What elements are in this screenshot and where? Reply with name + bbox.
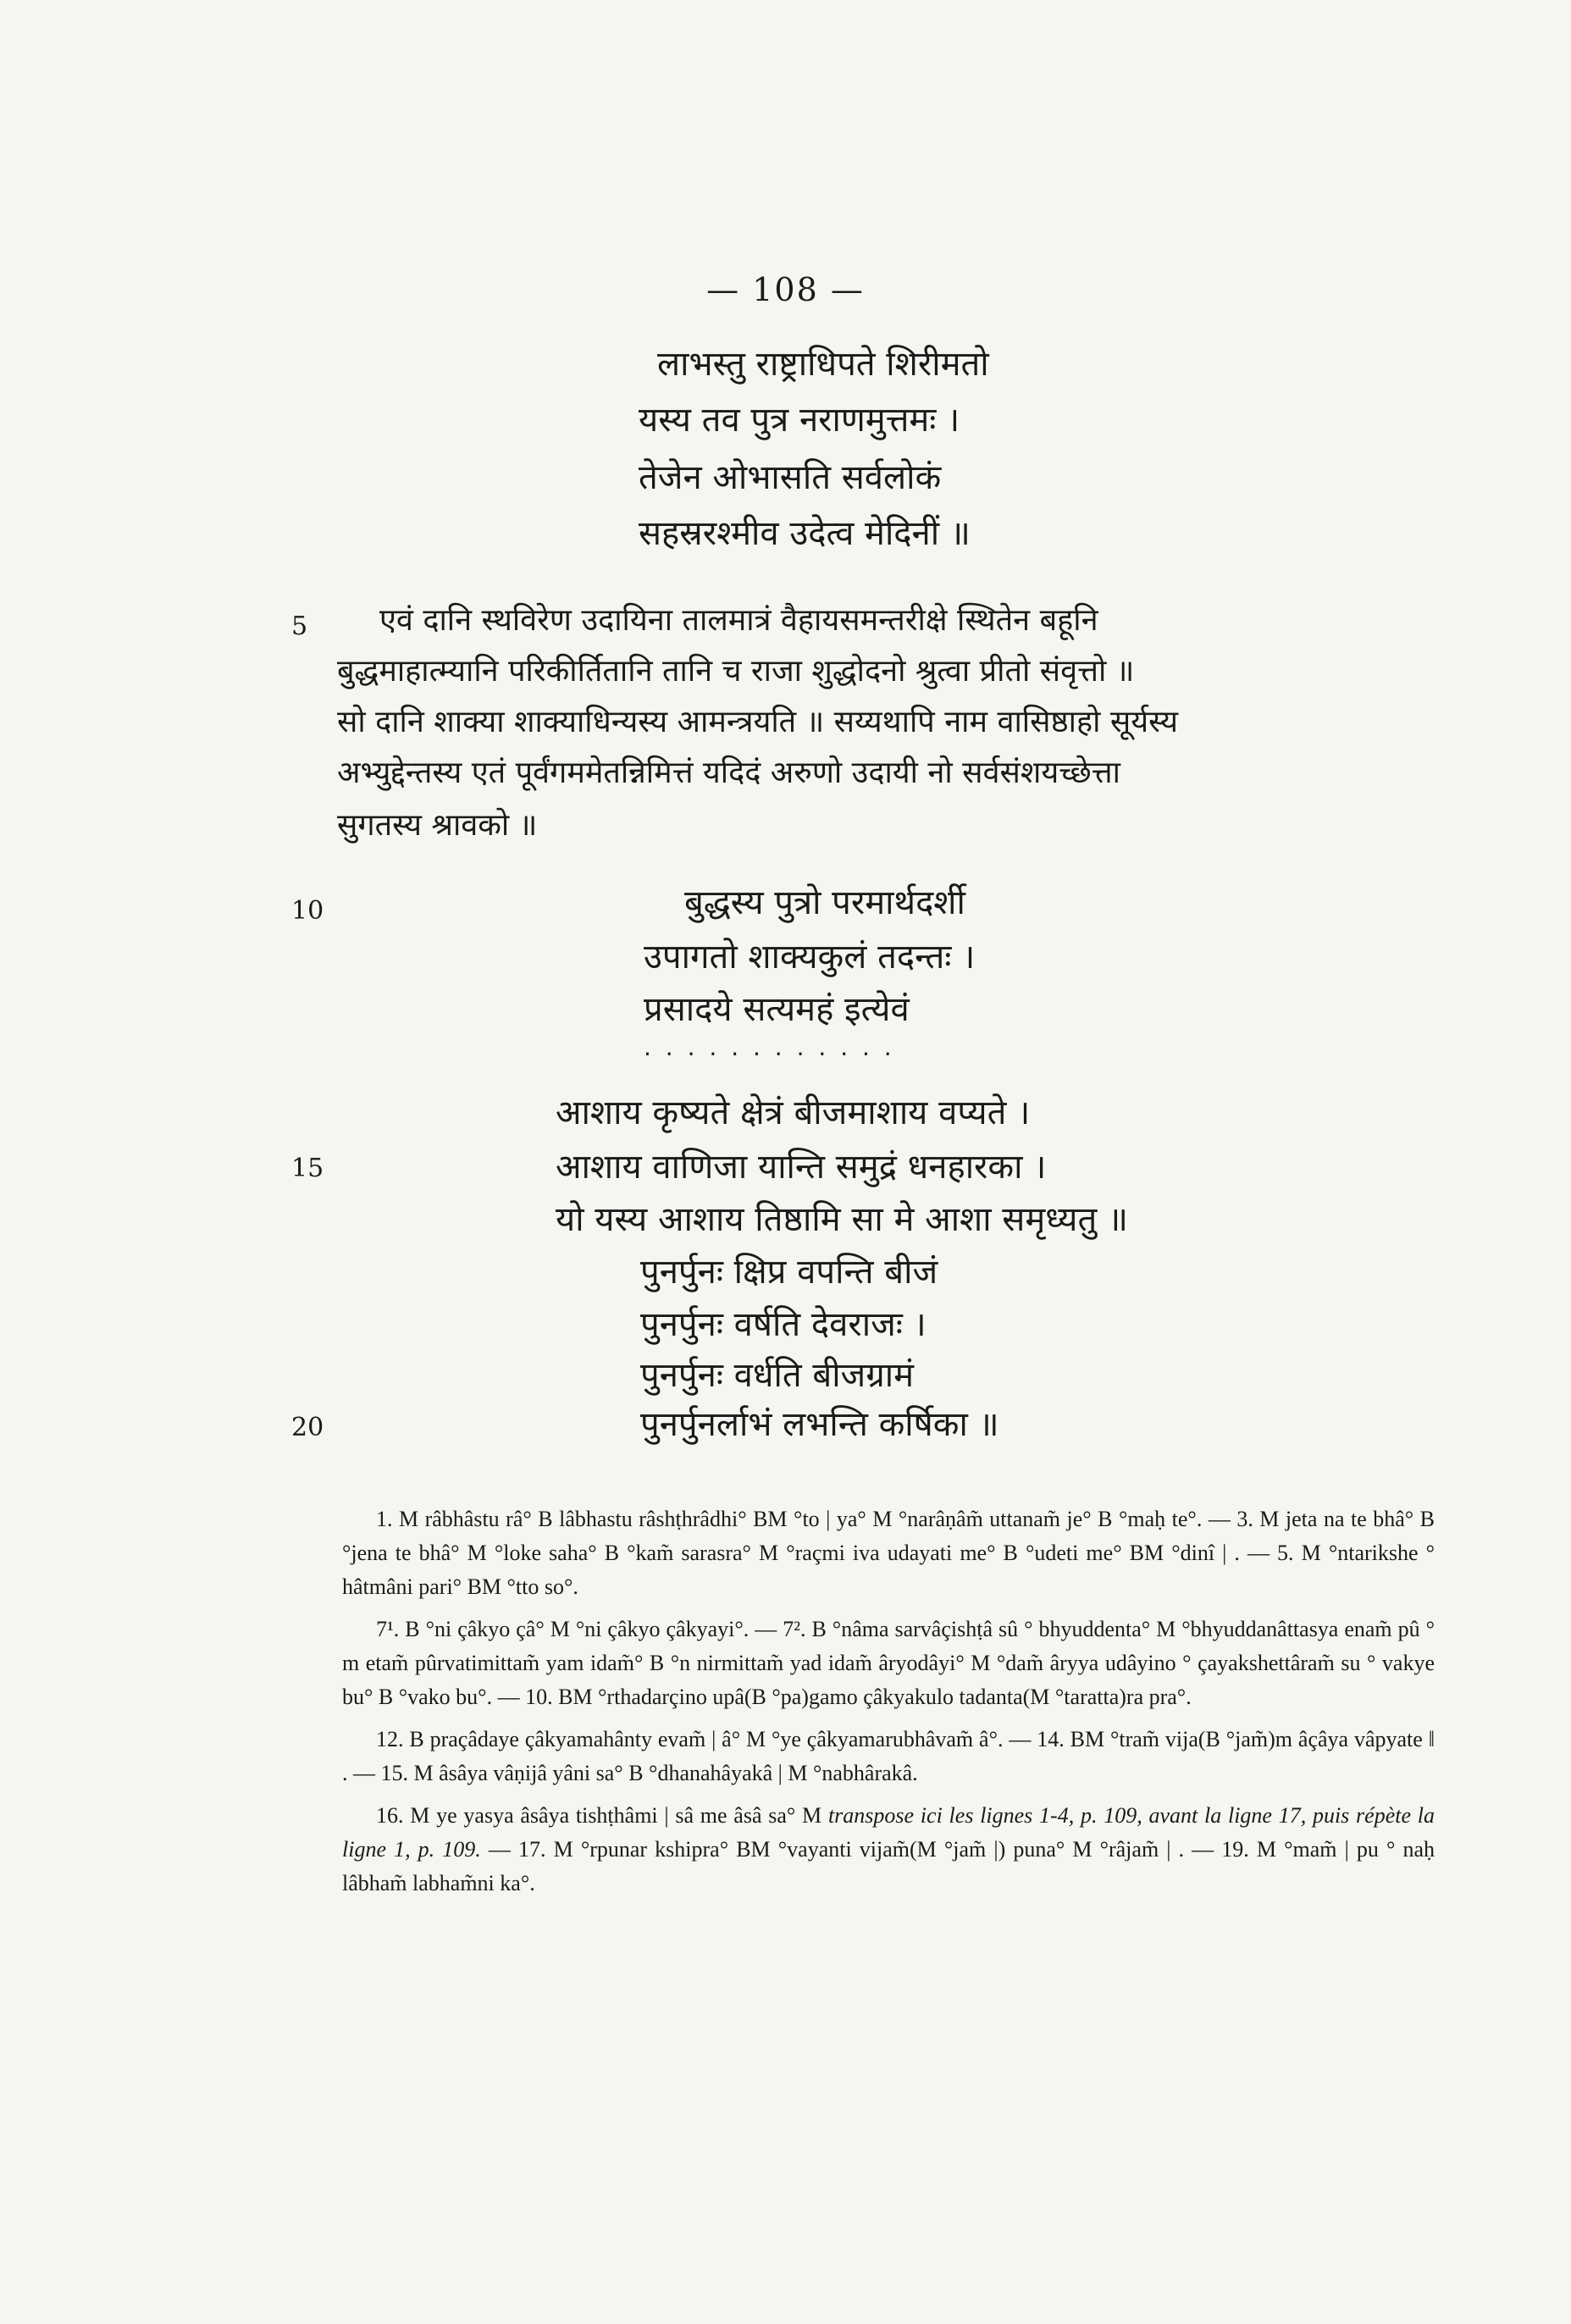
verse-line: पुनर्पुनर्लाभं लभन्ति कर्षिका ॥ bbox=[640, 1405, 999, 1444]
verse-line: पुनर्पुनः क्षिप्र वपन्ति बीजं bbox=[640, 1253, 938, 1292]
footnote bbox=[342, 1799, 1435, 1901]
prose-line: अभ्युद्देन्तस्य एतं पूर्वंगममेतन्निमित्तं यदिदं अरुणो उदायी नो सर्वसंशयच्छेत्ता bbox=[337, 755, 1120, 790]
verse-line: आशाय कृष्यते क्षेत्रं बीजमाशाय वप्यते । bbox=[556, 1093, 1031, 1132]
footnote-text: 16. M ye yasya âsâya tishṭhâmi | sâ me âsâ sa° M bbox=[376, 1803, 822, 1828]
prose-line: सुगतस्य श्रावको ॥ bbox=[337, 808, 538, 843]
verse-line: पुनर्पुनः वर्षति देवराजः । bbox=[640, 1305, 927, 1344]
verse-line: लाभस्तु राष्ट्राधिपते शिरीमतो bbox=[657, 345, 989, 384]
footnotes bbox=[342, 1502, 1435, 1909]
verse-line: यस्य तव पुत्र नराणमुत्तमः । bbox=[639, 401, 960, 440]
prose-line: एवं दानि स्थविरेण उदायिना तालमात्रं वैहायसमन्तरीक्षे स्थितेन बहूनि bbox=[379, 603, 1098, 638]
footnote-italic: transpose ici les lignes 1-4, p. 109, avant la ligne 17, puis répète la ligne 1, p. 109. bbox=[342, 1803, 1435, 1862]
verse-ellipsis: . . . . . . . . . . . . bbox=[644, 1033, 895, 1061]
line-number: 15 bbox=[291, 1154, 324, 1183]
footnote: 7¹. B °ni çâkyo çâ° M °ni çâkyo çâkyayi°. — 7². B °nâma sarvâçishṭâ sû ° bhyuddenta° M °bhyuddanâttasya enam̃ pû ° m etam̃ pûrvatimittam̃ yam idam̃° B °n nirmittam̃ yad idam̃ âryodâyi° M °dam̃ âryya udâyino ° çayakshettâram̃ su ° vakye bu° B °vako bu°. — 10. BM °rthadarçino upâ(B °pa)gamo çâkyakulo tadanta(M °taratta)ra pra°. bbox=[342, 1617, 1435, 1709]
prose-line: सो दानि शाक्या शाक्याधिन्यस्य आमन्त्रयति ॥ सय्यथापि नाम वासिष्ठाहो सूर्यस्य bbox=[337, 705, 1178, 739]
verse-line: उपागतो शाक्यकुलं तदन्तः । bbox=[644, 938, 976, 977]
line-number: 5 bbox=[291, 611, 308, 641]
verse-line: आशाय वाणिजा यान्ति समुद्रं धनहारका । bbox=[556, 1148, 1047, 1187]
line-number: 10 bbox=[291, 896, 324, 926]
line-number: 20 bbox=[291, 1413, 324, 1442]
footnote-text: — 17. M °rpunar kshipra° BM °vayanti vijam̃(M °jam̃ |) puna° M °râjam̃ | . — 19. M °mam̃ | pu ° naḥ lâbham̃ labham̃ni ka°. bbox=[342, 1837, 1435, 1895]
verse-line: पुनर्पुनः वर्धति बीजग्रामं bbox=[640, 1356, 915, 1395]
prose-line: बुद्धमाहात्म्यानि परिकीर्तितानि तानि च राजा शुद्धोदनो श्रुत्वा प्रीतो संवृत्तो ॥ bbox=[337, 654, 1135, 689]
footnote: 12. B praçâdaye çâkyamahânty evam̃ | â° M °ye çâkyamarubhâvam̃ â°. — 14. BM °tram̃ vija(B °jam̃)m âçâya vâpyate ‖ . — 15. M âsâya vâṇijâ yâni sa° B °dhanahâyakâ | M °nabhârakâ. bbox=[342, 1727, 1435, 1785]
verse-line: प्रसादये सत्यमहं इत्येवं bbox=[644, 990, 910, 1029]
verse-line: बुद्धस्य पुत्रो परमार्थदर्शी bbox=[684, 883, 965, 922]
verse-line: सहस्ररश्मीव उदेत्व मेदिनीं ॥ bbox=[639, 514, 971, 553]
verse-line: तेजेन ओभासति सर्वलोकं bbox=[639, 458, 942, 497]
page-number: — 108 — bbox=[706, 271, 865, 308]
verse-line: यो यस्य आशाय तिष्ठामि सा मे आशा समृध्यतु ॥ bbox=[556, 1200, 1128, 1239]
footnote: 1. M râbhâstu râ° B lâbhastu râshṭhrâdhi° BM °to | ya° M °narâṇâm̃ uttanam̃ je° B °maḥ te°. — 3. M jeta na te bhâ° B °jena te bhâ° M °loke saha° B °kam̃ sarasra° M °raçmi iva udayati me° B °udeti me° BM °dinî | . — 5. M °ntarikshe ° hâtmâni pari° BM °tto so°. bbox=[342, 1507, 1435, 1599]
